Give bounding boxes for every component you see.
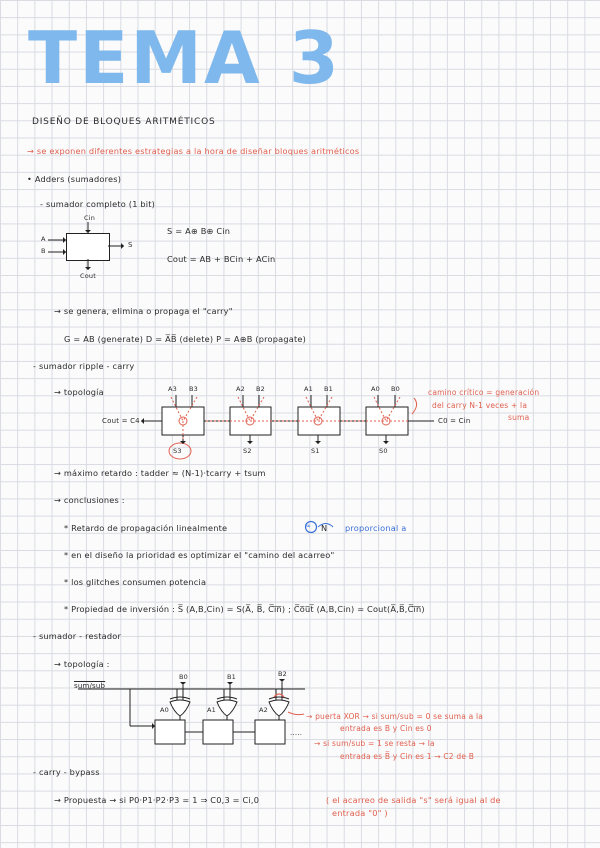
conclusion-1-note: proporcional a bbox=[345, 523, 407, 533]
full-adder-cout-equation: Cout = AB + BCin + ACin bbox=[167, 254, 276, 264]
subtractor-a0: A0 bbox=[160, 706, 169, 714]
full-adder-cout: Cout bbox=[80, 272, 96, 280]
generate-delete-propagate: G = AB (generate) D = A̅B̅ (delete) P = A⊕B (propagate) bbox=[64, 334, 307, 344]
subtractor-note-1: → puerta XOR → si sum/sub = 0 se suma a la bbox=[306, 712, 484, 721]
subtractor-dots: ..... bbox=[290, 729, 303, 737]
intro-note: → se exponen diferentes estrategias a la hora de diseñar bloques aritméticos bbox=[27, 146, 360, 156]
page-title: TEMA 3 bbox=[28, 16, 341, 100]
conclusion-2: * en el diseño la prioridad es optimizar el "camino del acarreo" bbox=[64, 550, 335, 560]
ripple-cout-label: Cout = C4 bbox=[102, 417, 140, 425]
subtractor-note-4: entrada es B̅ y Cin es 1 → C2 de B bbox=[340, 752, 475, 761]
ripple-b3: B3 bbox=[189, 385, 198, 393]
critical-path-note-2: del carry N-1 veces + la bbox=[432, 401, 528, 410]
conclusion-1-n: N bbox=[321, 523, 328, 533]
full-adder-a: A bbox=[41, 235, 46, 243]
max-delay: → máximo retardo : tadder ≈ (N-1)·tcarry + tsum bbox=[54, 468, 266, 478]
ripple-a2: A2 bbox=[236, 385, 245, 393]
ripple-b1: B1 bbox=[324, 385, 333, 393]
subtractor-topology-label: → topología : bbox=[54, 659, 110, 669]
subtractor-note-2: entrada es B y Cin es 0 bbox=[340, 724, 432, 733]
bypass-proposal: → Propuesta → si P0·P1·P2·P3 = 1 ⇒ C0,3 = Ci,0 bbox=[54, 795, 260, 805]
bypass-note-1: ( el acarreo de salida "s" será igual al de bbox=[326, 795, 501, 805]
ripple-b0: B0 bbox=[391, 385, 400, 393]
ripple-a3: A3 bbox=[168, 385, 177, 393]
critical-path-note-1: camino crítico = generación bbox=[428, 388, 540, 397]
carry-note: → se genera, elimina o propaga el "carry" bbox=[54, 306, 233, 316]
ripple-s3: S3 bbox=[173, 447, 182, 455]
ripple-b2: B2 bbox=[256, 385, 265, 393]
full-adder-cin: Cin bbox=[84, 214, 96, 222]
subtractor-b0: B0 bbox=[179, 673, 188, 681]
bypass-note-2: entrada "0" ) bbox=[332, 808, 388, 818]
subtractor-heading: - sumador - restador bbox=[33, 631, 122, 641]
page-subtitle: DISEÑO DE BLOQUES ARITMÉTICOS bbox=[32, 117, 216, 127]
subtractor-note-3: → si sum/sub = 1 se resta → la bbox=[314, 739, 435, 748]
full-adder-sum-equation: S = A⊕ B⊕ Cin bbox=[167, 226, 231, 236]
bypass-heading: - carry - bypass bbox=[33, 767, 100, 777]
conclusion-4: * Propiedad de inversión : S̅ (A,B,Cin) = S(A̅, B̅, C̅i̅n̅) ; C̅o̅u̅t̅ (A,B,Cin) = Cout(A̅,B̅,C̅i̅n̅) bbox=[64, 604, 425, 614]
full-adder-s: S bbox=[128, 241, 133, 249]
ripple-heading: - sumador ripple - carry bbox=[33, 361, 135, 371]
full-adder-heading: - sumador completo (1 bit) bbox=[40, 199, 156, 209]
ripple-a0: A0 bbox=[371, 385, 380, 393]
adders-heading: • Adders (sumadores) bbox=[27, 174, 122, 184]
subtractor-a2: A2 bbox=[259, 706, 268, 714]
subtractor-a1: A1 bbox=[207, 706, 216, 714]
ripple-cin-label: C0 = Cin bbox=[438, 417, 471, 425]
ripple-s1: S1 bbox=[311, 447, 320, 455]
conclusion-1: * Retardo de propagación linealmente bbox=[64, 523, 228, 533]
conclusions-heading: → conclusiones : bbox=[54, 495, 125, 505]
ripple-a1: A1 bbox=[304, 385, 313, 393]
subtractor-b2: B2 bbox=[278, 670, 287, 678]
full-adder-b: B bbox=[41, 247, 46, 255]
conclusion-3: * los glitches consumen potencia bbox=[64, 577, 207, 587]
subtractor-control-label: sum/sub bbox=[74, 682, 106, 690]
critical-path-note-3: suma bbox=[508, 413, 530, 422]
proportional-symbol: ∝ bbox=[306, 522, 312, 530]
ripple-s0: S0 bbox=[379, 447, 388, 455]
ripple-topology-label: → topología bbox=[54, 387, 104, 397]
subtractor-b1: B1 bbox=[227, 673, 236, 681]
ripple-s2: S2 bbox=[243, 447, 252, 455]
